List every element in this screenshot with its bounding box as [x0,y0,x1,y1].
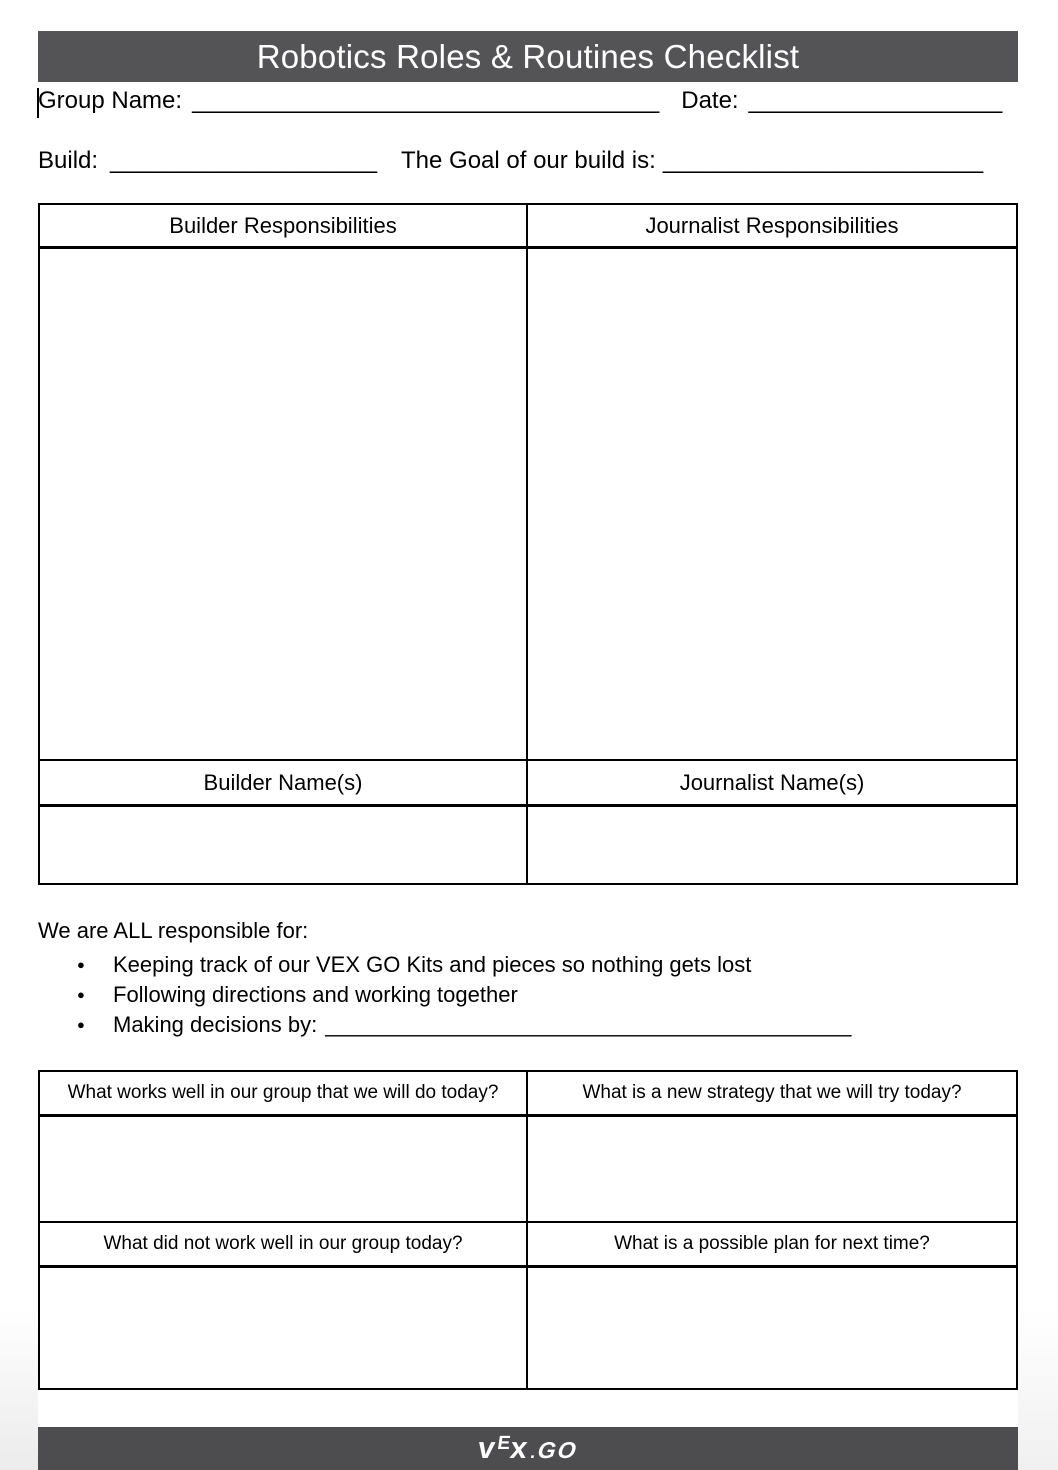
did-not-work-question: What did not work well in our group today? [40,1223,528,1268]
next-time-plan-question: What is a possible plan for next time? [528,1223,1016,1268]
builder-responsibilities-header: Builder Responsibilities [40,205,528,249]
build-blank[interactable]: ____________________ [110,147,377,174]
journalist-names-cell[interactable] [528,807,1016,883]
journalist-names-header: Journalist Name(s) [528,761,1016,807]
bullet-text-kits: Keeping track of our VEX GO Kits and pieces so nothing gets lost [113,952,752,977]
goal-label: The Goal of our build is: [401,147,656,174]
date-label: Date: [681,87,739,114]
date-blank[interactable]: ___________________ [748,87,1003,114]
group-name-blank[interactable]: ___________________________________ [192,87,660,114]
shared-responsibilities-intro: We are ALL responsible for: [38,918,309,943]
reflection-table [38,1070,1018,1390]
decisions-blank[interactable]: ___________________________________________ [325,1012,852,1037]
works-well-answer-cell[interactable] [40,1117,528,1223]
vexgo-logo-e: E [496,1432,512,1454]
vexgo-logo [475,1431,580,1465]
journalist-responsibilities-header: Journalist Responsibilities [528,205,1016,249]
list-item [38,950,1028,980]
goal-blank[interactable]: ________________________ [662,147,984,174]
vexgo-logo-x: x [508,1431,531,1465]
list-item [38,1010,1028,1040]
new-strategy-answer-cell[interactable] [528,1117,1016,1223]
title-bar [38,31,1018,82]
bullet-icon: ● [77,987,85,1002]
did-not-work-answer-cell[interactable] [40,1268,528,1388]
builder-responsibilities-cell[interactable] [40,249,528,761]
vexgo-logo-go: GO [536,1436,580,1463]
new-strategy-question: What is a new strategy that we will try today? [528,1072,1016,1117]
page-edge-shading-right [1018,1310,1058,1470]
vexgo-logo-v: v [475,1431,499,1465]
build-label: Build: [38,147,99,174]
group-date-line [38,87,1028,115]
builder-names-cell[interactable] [40,807,528,883]
build-goal-line [38,147,1028,175]
bullet-icon: ● [77,957,85,972]
page-edge-shading-left [0,1310,38,1470]
next-time-plan-answer-cell[interactable] [528,1268,1016,1388]
bullet-icon: ● [77,1017,85,1032]
roles-table [38,203,1018,885]
builder-names-header: Builder Name(s) [40,761,528,807]
vexgo-logo-dot: . [529,1441,538,1462]
bullet-text-directions: Following directions and working together [113,982,518,1007]
decisions-label: Making decisions by: [113,1012,318,1037]
list-item [38,980,1028,1010]
works-well-question: What works well in our group that we will do today? [40,1072,528,1117]
journalist-responsibilities-cell[interactable] [528,249,1016,761]
shared-responsibilities-section [38,916,1028,1040]
page-title: Robotics Roles & Routines Checklist [256,37,800,75]
group-name-label: Group Name: [38,87,183,114]
footer-bar [38,1427,1018,1470]
